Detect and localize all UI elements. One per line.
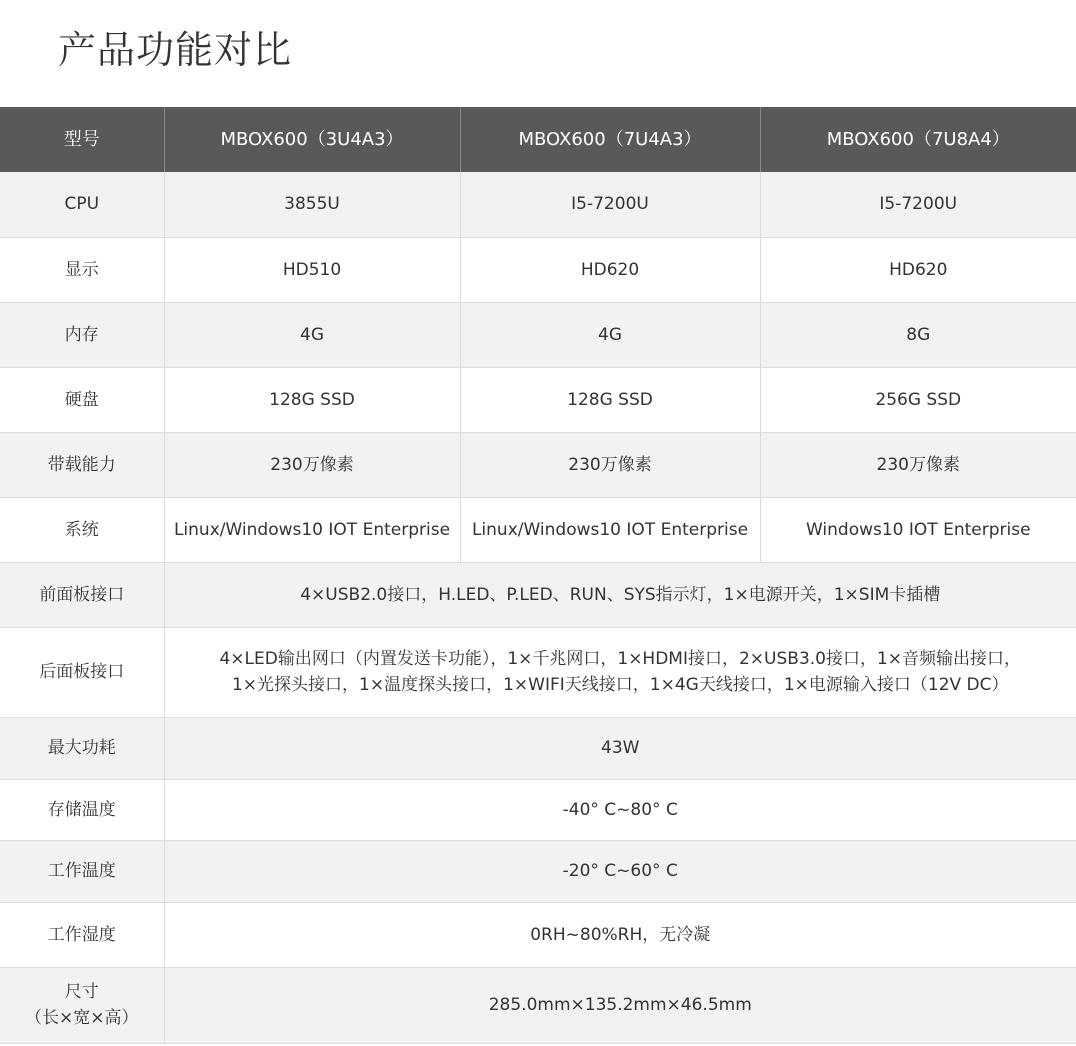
header-model-1: MBOX600（3U4A3） [164, 107, 460, 172]
row-label: 后面板接口 [0, 627, 164, 717]
cell-value-line: 4×LED输出网口（内置发送卡功能），1×千兆网口，1×HDMI接口，2×USB3.0接口，1×音频输出接口， [219, 649, 1022, 669]
row-label [0, 967, 164, 1043]
cell-value: Linux/Windows10 IOT Enterprise [460, 497, 760, 562]
header-model-label: 型号 [0, 107, 164, 172]
table-row-system [0, 497, 1076, 562]
table-header-row [0, 107, 1076, 172]
cell-value: 4G [460, 302, 760, 367]
row-label: 存储温度 [0, 779, 164, 840]
cell-value: 230万像素 [760, 432, 1076, 497]
row-label-line: （长×宽×高） [25, 1008, 139, 1028]
row-label-line: 尺寸 [64, 982, 99, 1002]
table-row-storage-temp [0, 779, 1076, 840]
row-label: 最大功耗 [0, 717, 164, 779]
row-label: 内存 [0, 302, 164, 367]
cell-value: I5-7200U [460, 172, 760, 237]
cell-value: 4×USB2.0接口，H.LED、P.LED、RUN、SYS指示灯，1×电源开关，1×SIM卡插槽 [164, 562, 1076, 627]
cell-value [164, 627, 1076, 717]
cell-value: 230万像素 [460, 432, 760, 497]
cell-value: 4G [164, 302, 460, 367]
row-label: 前面板接口 [0, 562, 164, 627]
table-row-load-capacity [0, 432, 1076, 497]
cell-value: 128G SSD [164, 367, 460, 432]
row-label: CPU [0, 172, 164, 237]
row-label: 显示 [0, 237, 164, 302]
table-row-dimensions [0, 967, 1076, 1043]
table-row-display [0, 237, 1076, 302]
table-row-rear-panel [0, 627, 1076, 717]
cell-value: HD620 [760, 237, 1076, 302]
page-title: 产品功能对比 [58, 28, 293, 72]
cell-value: -40° C~80° C [164, 779, 1076, 840]
header-model-3: MBOX600（7U8A4） [760, 107, 1076, 172]
table-row-cpu [0, 172, 1076, 237]
cell-value: 285.0mm×135.2mm×46.5mm [164, 967, 1076, 1043]
product-comparison-table [0, 107, 1076, 1044]
cell-value: 3855U [164, 172, 460, 237]
cell-value: HD620 [460, 237, 760, 302]
header-model-2: MBOX600（7U4A3） [460, 107, 760, 172]
row-label: 系统 [0, 497, 164, 562]
row-label: 工作温度 [0, 840, 164, 902]
table-row-front-panel [0, 562, 1076, 627]
table-row-max-power [0, 717, 1076, 779]
cell-value: Windows10 IOT Enterprise [760, 497, 1076, 562]
table-row-memory [0, 302, 1076, 367]
cell-value: I5-7200U [760, 172, 1076, 237]
table-row-work-temp [0, 840, 1076, 902]
cell-value: 43W [164, 717, 1076, 779]
cell-value: 256G SSD [760, 367, 1076, 432]
cell-value: 0RH~80%RH，无冷凝 [164, 902, 1076, 967]
row-label: 硬盘 [0, 367, 164, 432]
table-row-work-humidity [0, 902, 1076, 967]
cell-value: 230万像素 [164, 432, 460, 497]
row-label: 带载能力 [0, 432, 164, 497]
row-label: 工作湿度 [0, 902, 164, 967]
cell-value: Linux/Windows10 IOT Enterprise [164, 497, 460, 562]
cell-value: 8G [760, 302, 1076, 367]
cell-value-line: 1×光探头接口，1×温度探头接口，1×WIFI天线接口，1×4G天线接口，1×电源输入接口（12V DC） [231, 675, 1009, 695]
table-row-disk [0, 367, 1076, 432]
cell-value: 128G SSD [460, 367, 760, 432]
cell-value: -20° C~60° C [164, 840, 1076, 902]
cell-value: HD510 [164, 237, 460, 302]
